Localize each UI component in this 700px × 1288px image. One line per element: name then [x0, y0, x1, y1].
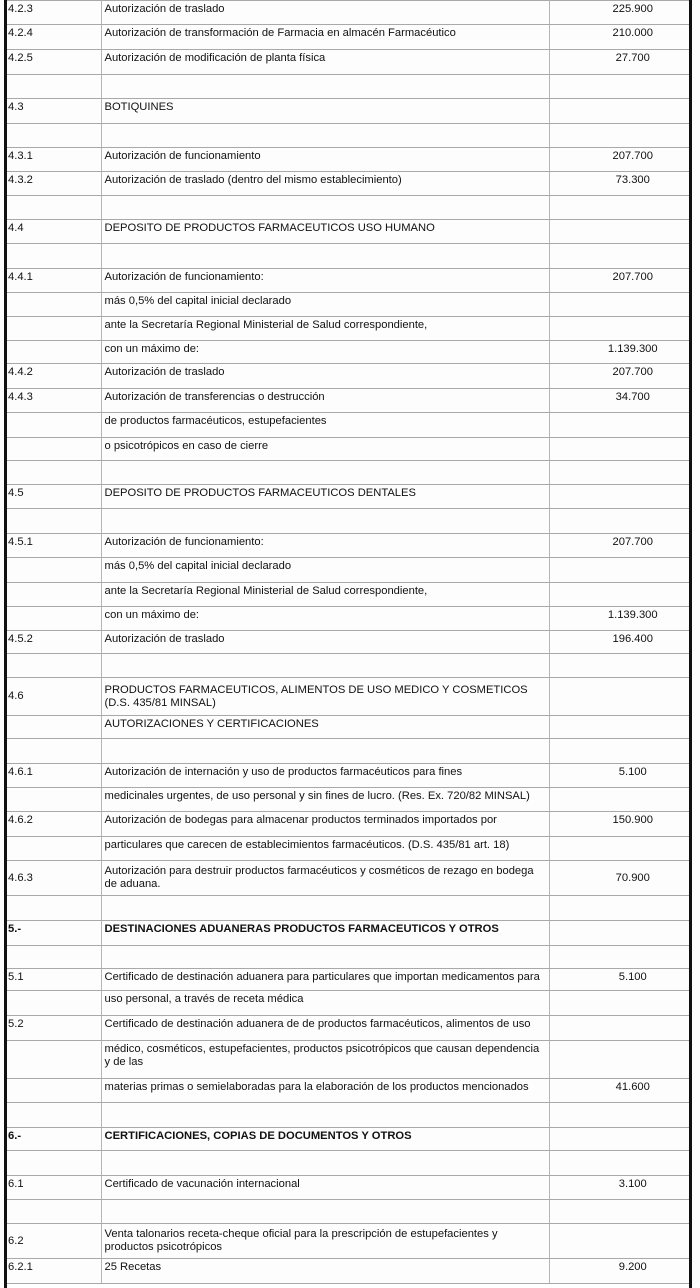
- item-amount-cell: [549, 1103, 689, 1128]
- table-row: [7, 1016, 689, 1041]
- item-description-cell: AUTORIZACIONES Y CERTIFICACIONES: [101, 716, 549, 739]
- item-description-cell: [101, 461, 549, 485]
- table-row: [7, 148, 689, 172]
- item-code-cell: 4.3: [7, 99, 101, 124]
- item-description-cell: de productos farmacéuticos, estupefacientes: [101, 413, 549, 438]
- table-row: [7, 921, 689, 946]
- item-code-cell: 4.5.1: [7, 534, 101, 558]
- item-description-cell: [101, 509, 549, 534]
- item-code-cell: 4.5: [7, 485, 101, 509]
- table-row: [7, 837, 689, 861]
- item-description-cell: Certificado de destinación aduanera para particulares que importan medicamentos para: [101, 969, 549, 991]
- item-description-cell: médico, cosméticos, estupefacientes, productos psicotrópicos que causan dependencia y de las: [101, 1041, 549, 1079]
- table-row: [7, 389, 689, 413]
- item-description-cell: más 0,5% del capital inicial declarado: [101, 558, 549, 583]
- table-row: [7, 969, 689, 991]
- table-row: [7, 534, 689, 558]
- table-row: [7, 485, 689, 509]
- item-code-cell: [7, 991, 101, 1016]
- table-row: [7, 269, 689, 293]
- item-amount-cell: [549, 946, 689, 969]
- item-description-cell: particulares que carecen de establecimientos farmacéuticos. (D.S. 435/81 art. 18): [101, 837, 549, 861]
- item-code-cell: 4.4.2: [7, 364, 101, 389]
- table-row: [7, 991, 689, 1016]
- table-row: [7, 558, 689, 583]
- item-amount-cell: [549, 896, 689, 921]
- item-code-cell: [7, 509, 101, 534]
- item-description-cell: Autorización de modificación de planta física: [101, 50, 549, 75]
- item-amount-cell: [549, 654, 689, 678]
- table-row-spacer: [7, 75, 689, 99]
- item-amount-cell: [549, 99, 689, 124]
- item-code-cell: [7, 788, 101, 812]
- table-row-spacer: [7, 896, 689, 921]
- item-code-cell: [7, 124, 101, 148]
- item-amount-cell: 5.100: [549, 764, 689, 788]
- table-row-spacer: [7, 739, 689, 764]
- item-description-cell: [101, 946, 549, 969]
- item-amount-cell: 207.700: [549, 534, 689, 558]
- table-row-spacer: [7, 244, 689, 269]
- item-amount-cell: [549, 75, 689, 99]
- table-row: [7, 583, 689, 607]
- item-code-cell: 6.-: [7, 1128, 101, 1151]
- item-code-cell: 4.3.2: [7, 172, 101, 196]
- item-description-cell: Certificado de destinación aduanera de de productos farmacéuticos, alimentos de uso: [101, 1016, 549, 1041]
- item-description-cell: Autorización de transformación de Farmacia en almacén Farmacéutico: [101, 25, 549, 50]
- table-row: [7, 1041, 689, 1079]
- item-description-cell: CERTIFICACIONES, COPIAS DE DOCUMENTOS Y OTROS: [101, 1128, 549, 1151]
- item-code-cell: [7, 196, 101, 220]
- item-amount-cell: 70.900: [549, 861, 689, 896]
- item-description-cell: ante la Secretaría Regional Ministerial de Salud correspondiente,: [101, 583, 549, 607]
- item-description-cell: más 0,5% del capital inicial declarado: [101, 293, 549, 317]
- item-code-cell: 4.5.2: [7, 631, 101, 654]
- item-amount-cell: 150.900: [549, 812, 689, 837]
- item-description-cell: uso personal, a través de receta médica: [101, 991, 549, 1016]
- table-row: [7, 341, 689, 364]
- table-row: [7, 413, 689, 438]
- item-code-cell: [7, 607, 101, 631]
- item-code-cell: 4.6: [7, 678, 101, 716]
- item-amount-cell: 1.139.300: [549, 607, 689, 631]
- item-code-cell: 6.2: [7, 1224, 101, 1259]
- item-description-cell: Autorización de bodegas para almacenar productos terminados importados por: [101, 812, 549, 837]
- item-amount-cell: [549, 293, 689, 317]
- table-row: [7, 25, 689, 50]
- item-description-cell: DESTINACIONES ADUANERAS PRODUCTOS FARMACEUTICOS Y OTROS: [101, 921, 549, 946]
- item-amount-cell: 210.000: [549, 25, 689, 50]
- table-row-spacer: [7, 509, 689, 534]
- item-code-cell: [7, 558, 101, 583]
- item-code-cell: 5.1: [7, 969, 101, 991]
- item-amount-cell: [549, 739, 689, 764]
- item-description-cell: 25 Recetas: [101, 1259, 549, 1284]
- item-amount-cell: 9.200: [549, 1259, 689, 1284]
- item-amount-cell: [549, 583, 689, 607]
- item-code-cell: 4.4.1: [7, 269, 101, 293]
- item-code-cell: [7, 438, 101, 461]
- item-amount-cell: 207.700: [549, 269, 689, 293]
- table-row: [7, 607, 689, 631]
- item-amount-cell: [549, 461, 689, 485]
- item-code-cell: [7, 1200, 101, 1224]
- table-row-spacer: [7, 1151, 689, 1176]
- item-description-cell: PRODUCTOS FARMACEUTICOS, ALIMENTOS DE USO MEDICO Y COSMETICOS (D.S. 435/81 MINSAL): [101, 678, 549, 716]
- item-description-cell: [101, 1151, 549, 1176]
- item-amount-cell: 1.139.300: [549, 341, 689, 364]
- table-row-spacer: [7, 124, 689, 148]
- item-amount-cell: [549, 1128, 689, 1151]
- item-description-cell: Venta talonarios receta-cheque oficial para la prescripción de estupefacientes y productos psicotrópicos: [101, 1224, 549, 1259]
- item-amount-cell: 207.700: [549, 148, 689, 172]
- item-code-cell: [7, 716, 101, 739]
- table-row: [7, 1259, 689, 1284]
- item-amount-cell: [549, 124, 689, 148]
- item-description-cell: Autorización de transferencias o destrucción: [101, 389, 549, 413]
- item-description-cell: Autorización de traslado (dentro del mismo establecimiento): [101, 172, 549, 196]
- table-row-spacer: [7, 654, 689, 678]
- item-amount-cell: 5.100: [549, 969, 689, 991]
- table-row: [7, 764, 689, 788]
- item-amount-cell: [549, 317, 689, 341]
- item-amount-cell: [549, 837, 689, 861]
- item-code-cell: [7, 341, 101, 364]
- item-code-cell: [7, 413, 101, 438]
- item-code-cell: [7, 1079, 101, 1103]
- item-description-cell: Autorización para destruir productos farmacéuticos y cosméticos de rezago en bodega de aduana.: [101, 861, 549, 896]
- item-amount-cell: 34.700: [549, 389, 689, 413]
- item-amount-cell: [549, 485, 689, 509]
- item-description-cell: medicinales urgentes, de uso personal y sin fines de lucro. (Res. Ex. 720/82 MINSAL): [101, 788, 549, 812]
- item-code-cell: [7, 1103, 101, 1128]
- item-amount-cell: [549, 1200, 689, 1224]
- table-row: [7, 716, 689, 739]
- item-amount-cell: [549, 438, 689, 461]
- tariff-table-body: [7, 1, 689, 1284]
- item-description-cell: DEPOSITO DE PRODUCTOS FARMACEUTICOS USO HUMANO: [101, 220, 549, 244]
- item-description-cell: Autorización de internación y uso de productos farmacéuticos para fines: [101, 764, 549, 788]
- table-row: [7, 172, 689, 196]
- item-amount-cell: 207.700: [549, 364, 689, 389]
- item-description-cell: [101, 896, 549, 921]
- item-amount-cell: [549, 413, 689, 438]
- table-row: [7, 678, 689, 716]
- item-code-cell: [7, 583, 101, 607]
- item-description-cell: Autorización de traslado: [101, 631, 549, 654]
- table-row: [7, 50, 689, 75]
- table-row-spacer: [7, 196, 689, 220]
- table-row: [7, 99, 689, 124]
- item-description-cell: DEPOSITO DE PRODUCTOS FARMACEUTICOS DENTALES: [101, 485, 549, 509]
- item-code-cell: [7, 946, 101, 969]
- item-code-cell: 4.2.4: [7, 25, 101, 50]
- item-code-cell: 4.4: [7, 220, 101, 244]
- item-description-cell: ante la Secretaría Regional Ministerial de Salud correspondiente,: [101, 317, 549, 341]
- item-description-cell: Certificado de vacunación internacional: [101, 1176, 549, 1200]
- item-code-cell: [7, 244, 101, 269]
- item-code-cell: [7, 1151, 101, 1176]
- item-code-cell: [7, 75, 101, 99]
- table-row-spacer: [7, 1200, 689, 1224]
- table-row-spacer: [7, 461, 689, 485]
- item-description-cell: [101, 196, 549, 220]
- item-code-cell: [7, 461, 101, 485]
- item-description-cell: BOTIQUINES: [101, 99, 549, 124]
- item-amount-cell: [549, 1151, 689, 1176]
- item-amount-cell: [549, 788, 689, 812]
- item-amount-cell: [549, 991, 689, 1016]
- item-description-cell: [101, 654, 549, 678]
- table-row: [7, 812, 689, 837]
- item-description-cell: Autorización de traslado: [101, 1, 549, 25]
- item-code-cell: 5.-: [7, 921, 101, 946]
- item-code-cell: 4.6.1: [7, 764, 101, 788]
- item-code-cell: [7, 317, 101, 341]
- item-amount-cell: [549, 1041, 689, 1079]
- item-description-cell: [101, 75, 549, 99]
- item-description-cell: Autorización de funcionamiento: [101, 148, 549, 172]
- tariff-table: [7, 0, 689, 1284]
- item-code-cell: [7, 896, 101, 921]
- item-description-cell: [101, 1200, 549, 1224]
- item-code-cell: [7, 739, 101, 764]
- item-amount-cell: [549, 921, 689, 946]
- item-code-cell: 5.2: [7, 1016, 101, 1041]
- item-amount-cell: [549, 1224, 689, 1259]
- table-row: [7, 1079, 689, 1103]
- item-description-cell: [101, 124, 549, 148]
- item-description-cell: [101, 1103, 549, 1128]
- table-row: [7, 293, 689, 317]
- item-description-cell: con un máximo de:: [101, 341, 549, 364]
- table-row-spacer: [7, 946, 689, 969]
- item-amount-cell: [549, 244, 689, 269]
- item-code-cell: 4.6.2: [7, 812, 101, 837]
- table-row: [7, 364, 689, 389]
- item-code-cell: 4.4.3: [7, 389, 101, 413]
- item-description-cell: con un máximo de:: [101, 607, 549, 631]
- item-amount-cell: [549, 558, 689, 583]
- item-description-cell: o psicotrópicos en caso de cierre: [101, 438, 549, 461]
- table-row: [7, 861, 689, 896]
- table-row: [7, 317, 689, 341]
- item-code-cell: 4.2.5: [7, 50, 101, 75]
- table-row: [7, 631, 689, 654]
- item-code-cell: 6.1: [7, 1176, 101, 1200]
- item-description-cell: Autorización de traslado: [101, 364, 549, 389]
- item-code-cell: [7, 837, 101, 861]
- table-row: [7, 1, 689, 25]
- table-row: [7, 1176, 689, 1200]
- item-description-cell: [101, 244, 549, 269]
- item-description-cell: materias primas o semielaboradas para la elaboración de los productos mencionados: [101, 1079, 549, 1103]
- item-amount-cell: 73.300: [549, 172, 689, 196]
- item-code-cell: 4.2.3: [7, 1, 101, 25]
- item-code-cell: [7, 1041, 101, 1079]
- table-row-spacer: [7, 1103, 689, 1128]
- item-amount-cell: [549, 678, 689, 716]
- item-amount-cell: 27.700: [549, 50, 689, 75]
- table-row: [7, 788, 689, 812]
- item-code-cell: 4.6.3: [7, 861, 101, 896]
- table-row: [7, 438, 689, 461]
- table-row: [7, 220, 689, 244]
- item-amount-cell: 225.900: [549, 1, 689, 25]
- item-code-cell: 6.2.1: [7, 1259, 101, 1284]
- item-description-cell: Autorización de funcionamiento:: [101, 269, 549, 293]
- table-row: [7, 1224, 689, 1259]
- item-description-cell: Autorización de funcionamiento:: [101, 534, 549, 558]
- item-amount-cell: 3.100: [549, 1176, 689, 1200]
- item-amount-cell: [549, 220, 689, 244]
- item-amount-cell: [549, 196, 689, 220]
- item-description-cell: [101, 739, 549, 764]
- item-amount-cell: 196.400: [549, 631, 689, 654]
- item-code-cell: [7, 293, 101, 317]
- item-code-cell: 4.3.1: [7, 148, 101, 172]
- item-amount-cell: [549, 1016, 689, 1041]
- item-code-cell: [7, 654, 101, 678]
- item-amount-cell: [549, 509, 689, 534]
- item-amount-cell: [549, 716, 689, 739]
- item-amount-cell: 41.600: [549, 1079, 689, 1103]
- table-row: [7, 1128, 689, 1151]
